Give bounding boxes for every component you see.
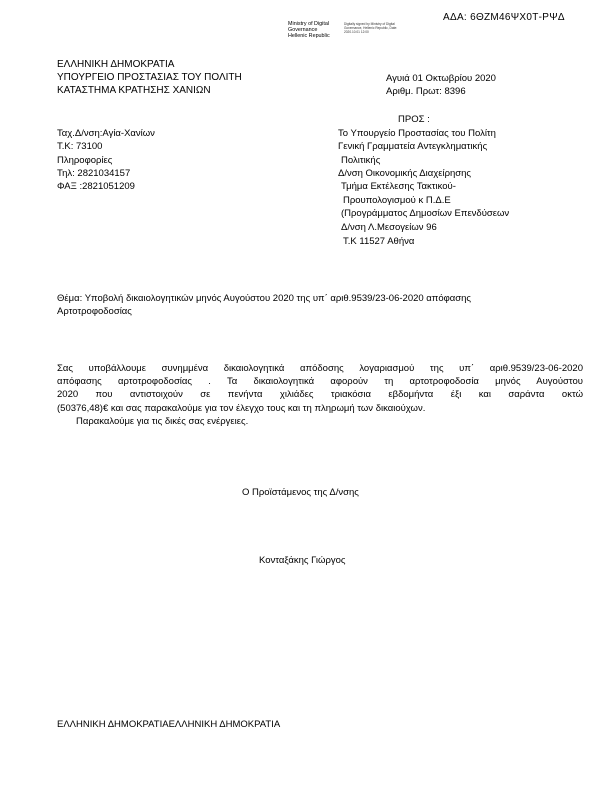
- stamp-label-line3: Hellenic Republic: [288, 32, 330, 39]
- subject-line-1: Θέμα: Υποβολή δικαιολογητικών μηνός Αυγούστου 2020 της υπ΄ αριθ.9539/23-06-2020 απόφασης: [57, 293, 472, 304]
- org-line-3: ΚΑΤΑΣΤΗΜΑ ΚΡΑΤΗΣΗΣ ΧΑΝΙΩΝ: [57, 85, 211, 96]
- stamp-label-line2: Governance: [288, 26, 318, 33]
- recipient-line-6: Προυπολογισμού κ Π.Δ.Ε: [343, 195, 451, 206]
- body-line-1-text: Σας υποβάλλουμε συνημμένα δικαιολογητικά απόδοσης λογαριασμού της υπ΄ αριθ.9539/23-06-2020: [57, 363, 583, 374]
- digital-signature-stamp: [288, 21, 398, 39]
- body-line-4: (50376,48)€ και σας παρακαλούμε για τον έλεγχο τους και τη πληρωμή των δικαιούχων.: [57, 403, 426, 414]
- signature-title: Ο Προϊστάμενος της Δ/νσης: [242, 487, 359, 498]
- sender-postal-code: Τ.Κ: 73100: [57, 141, 103, 152]
- document-date: Αγυιά 01 Οκτωβρίου 2020: [386, 73, 496, 84]
- body-line-5: Παρακαλούμε για τις δικές σας ενέργειες.: [76, 416, 249, 427]
- body-line-2: [57, 376, 583, 388]
- body-line-3: [57, 389, 583, 401]
- subject-line-2: Αρτοτροφοδοσίας: [57, 306, 132, 317]
- sender-address: Ταχ.Δ/νση:Αγία-Χανίων: [57, 128, 155, 139]
- stamp-fine-print: Digitally signed by Ministry of Digital Governance, Hellenic Republic, Date: 2020.10.01 12:00: [344, 22, 398, 34]
- stamp-label-line1: Ministry of Digital: [288, 21, 330, 27]
- pros-label: ΠΡΟΣ :: [398, 114, 430, 125]
- recipient-line-1: Το Υπουργείο Προστασίας του Πολίτη: [338, 128, 496, 139]
- footer-text: ΕΛΛΗΝΙΚΗ ΔΗΜΟΚΡΑΤΙΑΕΛΛΗΝΙΚΗ ΔΗΜΟΚΡΑΤΙΑ: [57, 719, 281, 730]
- recipient-line-8: Δ/νση Λ.Μεσογείων 96: [341, 222, 437, 233]
- recipient-line-3: Πολιτικής: [341, 155, 381, 166]
- body-line-2-text: απόφασης αρτοτροφοδοσίας . Τα δικαιολογητικά αφορούν τη αρτοτροφοδοσία μηνός Αυγούστου: [57, 376, 583, 387]
- ada-code: ΑΔΑ: 6ΘΖΜ46ΨΧ0Τ-ΡΨΔ: [443, 12, 565, 23]
- recipient-line-4: Δ/νση Οικονομικής Διαχείρησης: [338, 168, 471, 179]
- sender-info: Πληροφορίες: [57, 155, 113, 166]
- org-line-1: ΕΛΛΗΝΙΚΗ ΔΗΜΟΚΡΑΤΙΑ: [57, 59, 175, 70]
- sender-phone: Τηλ: 2821034157: [57, 168, 131, 179]
- protocol-number: Αριθμ. Πρωτ: 8396: [386, 86, 466, 97]
- recipient-line-5: Τμήμα Εκτέλεσης Τακτικού-: [341, 181, 456, 192]
- body-line-1: [57, 363, 583, 375]
- sender-fax: ΦΑΞ :2821051209: [57, 181, 135, 192]
- recipient-line-2: Γενική Γραμματεία Αντεγκληματικής: [338, 141, 488, 152]
- body-line-3-text: 2020 που αντιστοιχούν σε πενήντα χιλιάδες τριακόσια εβδομήντα έξι και σαράντα οκτώ: [57, 389, 583, 400]
- recipient-line-7: (Προγράμματος Δημοσίων Επενδύσεων: [341, 208, 510, 219]
- recipient-line-9: Τ.Κ 11527 Αθήνα: [343, 236, 415, 247]
- org-line-2: ΥΠΟΥΡΓΕΙΟ ΠΡΟΣΤΑΣΙΑΣ ΤΟΥ ΠΟΛΙΤΗ: [57, 72, 242, 83]
- signature-name: Κονταξάκης Γιώργος: [259, 555, 346, 566]
